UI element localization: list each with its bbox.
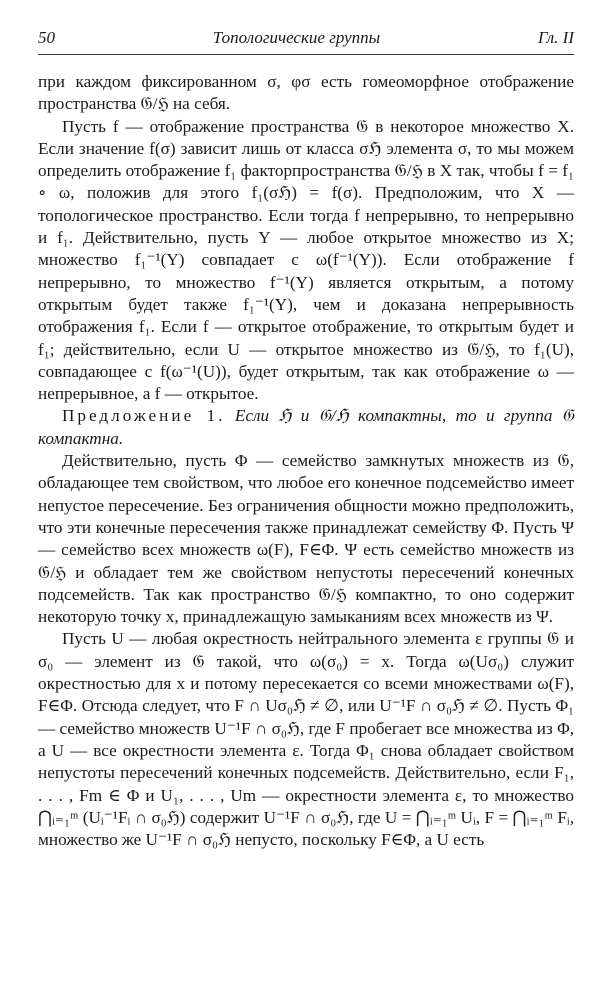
page-body [38, 71, 574, 851]
paragraph-neighborhood: Пусть U — любая окрестность нейтрального элемента ε группы 𝔊 и σ₀ — элемент из 𝔊 такой, что ω(σ₀) = x. Тогда ω(Uσ₀) служит окрестностью для x и потому пересекается со всеми множествами ω(F), F∈Φ. Отсюда следует, что F ∩ Uσ₀ℌ ≠ ∅, или U⁻¹F ∩ σ₀ℌ ≠ ∅. Пусть Φ₁ — семейство множеств U⁻¹F ∩ σ₀ℌ, где F пробегает все множества из Φ, а U — все окрестности элемента ε. Тогда Φ₁ снова обладает свойством непустоты пересечений конечных подсемейств. Действительно, если F₁, . . . , Fm ∈ Φ и U₁, . . . , Um — окрестности элемента ε, то множество ⋂ᵢ₌₁ᵐ (Uᵢ⁻¹Fᵢ ∩ σ₀ℌ) содержит U⁻¹F ∩ σ₀ℌ, где U = ⋂ᵢ₌₁ᵐ Uᵢ, F = ⋂ᵢ₌₁ᵐ Fᵢ, множество же U⁻¹F ∩ σ₀ℌ непусто, поскольку F∈Φ, а U есть [38, 629, 574, 850]
paragraph-quotient-map: Пусть f — отображение пространства 𝔊 в некоторое множество X. Если значение f(σ) зависит лишь от класса σℌ элемента σ, то мы можем определить отображение f₁ факторпространства 𝔊/ℌ в X так, чтобы f = f₁ ∘ ω, положив для этого f₁(σℌ) = f(σ). Предположим, что X — топологическое пространство. Если тогда f непрерывно, то непрерывно и f₁. Действительно, пусть Y — любое открытое множество из X; множество f₁⁻¹(Y) совпадает с ω(f⁻¹(Y)). Если отображение f непрерывно, то множество f⁻¹(Y) является открытым, а потому открытым будет также f₁⁻¹(Y), чем и доказана непрерывность отображения f₁. Если f — открытое отображение, то открытым будет и f₁; действительно, если U — открытое множество из 𝔊/ℌ, то f₁(U), совпадающее с f(ω⁻¹(U)), будет открытым, так как отображение ω — непрерывное, а f — открытое. [38, 116, 574, 404]
proposition-label: Предложение 1. [62, 406, 226, 426]
paragraph-continuation: при каждом фиксированном σ, φσ есть гомеоморфное отображение пространства 𝔊/ℌ на себя. [38, 72, 574, 114]
proposition [38, 405, 574, 450]
header-rule [38, 54, 574, 55]
book-page [38, 28, 574, 851]
chapter-label: Гл. II [537, 28, 574, 47]
paragraph-proof: Действительно, пусть Φ — семейство замкнутых множеств из 𝔊, обладающее тем свойством, что любое его конечное подсемейство имеет непустое пересечение. Без ограничения общности можно предположить, что эти конечные пересечения также принадлежат семейству Φ. Пусть Ψ — семейство всех множеств ω(F), F∈Φ. Ψ есть семейство множеств из 𝔊/ℌ и обладает тем же свойством непустоты пересечений конечных подсемейств. Так как пространство 𝔊/ℌ компактно, то оно содержит некоторую точку x, принадлежащую замыканиям всех множеств из Ψ. [38, 451, 574, 627]
running-title: Топологические группы [212, 28, 381, 47]
running-head [38, 28, 574, 50]
proposition-statement: Если ℌ и 𝔊/ℌ компактны, то и группа 𝔊 компактна. [38, 406, 575, 448]
page-number: 50 [38, 28, 55, 47]
